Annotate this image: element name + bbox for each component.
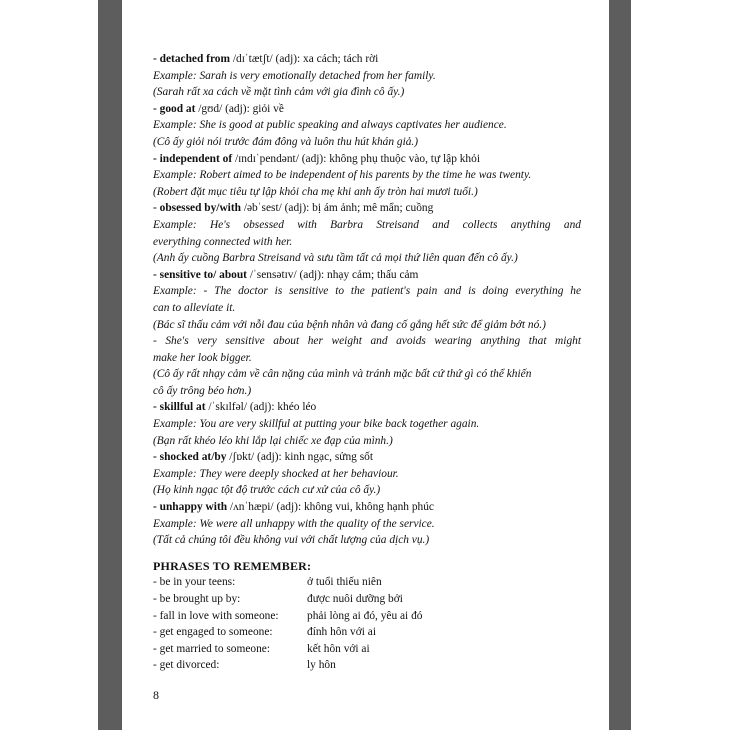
phrase-row (153, 624, 581, 641)
phrase-english: - be brought up by: (153, 593, 241, 605)
phrase-vietnamese: ở tuổi thiếu niên (307, 576, 382, 589)
entry-example: Example: They were deeply shocked at her behaviour. (153, 467, 399, 480)
entry-translation: (Tất cả chúng tôi đều không vui với chất lượng của dịch vụ.) (153, 534, 430, 547)
entry-example: Example: Sarah is very emotionally detached from her family. (153, 69, 436, 82)
phrase-row (153, 641, 581, 658)
phrase-row (153, 657, 581, 674)
entry-headword: - skillful at /ˈskɪlfəl/ (adj): khéo léo (153, 401, 317, 414)
entry-headword: - independent of /ɪndɪˈpendənt/ (adj): không phụ thuộc vào, tự lập khỏi (153, 152, 480, 165)
entry-headword: - unhappy with /ʌnˈhæpi/ (adj): không vui, không hạnh phúc (153, 501, 434, 514)
entry-translation: (Bác sĩ thấu cảm với nỗi đau của bệnh nhân và đang cố gắng hết sức để giảm bớt nó.) (153, 318, 546, 331)
entry-example-continued: can to alleviate it. (153, 301, 236, 314)
entry-headword: - sensitive to/ about /ˈsensətɪv/ (adj): nhạy cảm; thấu cảm (153, 268, 419, 281)
phrase-english: - fall in love with someone: (153, 609, 279, 622)
entry-headword: - shocked at/by /ʃɒkt/ (adj): kinh ngạc, sửng sốt (153, 451, 374, 464)
entry-example: Example: Robert aimed to be independent of his parents by the time he was twenty. (153, 169, 532, 182)
entry-translation: (Anh ấy cuồng Barbra Streisand và sưu tầm tất cả mọi thứ liên quan đến cô ấy.) (153, 252, 518, 265)
entry-example-second: - She's very sensitive about her weight and avoids wearing anything that might (153, 335, 581, 348)
phrase-english: - get married to someone: (153, 642, 271, 655)
entry-headword: - detached from /dɪˈtætʃt/ (adj): xa cách; tách rời (153, 53, 379, 65)
entry-translation: (Họ kinh ngạc tột độ trước cách cư xử của cô ấy.) (153, 484, 381, 497)
entry-example: Example: - The doctor is sensitive to the patient's pain and is doing everything he (153, 285, 581, 298)
phrase-row (153, 608, 581, 625)
entry-example: Example: She is good at public speaking and always captivates her audience. (153, 119, 507, 132)
entry-translation: (Sarah rất xa cách về mặt tình cảm với gia đình cô ấy.) (153, 86, 405, 99)
entry-example: Example: We were all unhappy with the quality of the service. (153, 517, 435, 530)
page-number: 8 (153, 688, 159, 702)
document-page (122, 0, 609, 730)
entry-translation-second-continued: cô ấy trông béo hơn.) (153, 384, 252, 397)
phrase-vietnamese: ly hôn (307, 659, 336, 672)
phrase-vietnamese: kết hôn với ai (307, 642, 370, 655)
entry-headword: - good at /gʊd/ (adj): giỏi về (153, 102, 284, 115)
entry-translation: (Robert đặt mục tiêu tự lập khỏi cha mẹ khi anh ấy tròn hai mươi tuổi.) (153, 185, 478, 198)
entry-example-continued: everything connected with her. (153, 235, 293, 248)
phrase-english: - get engaged to someone: (153, 626, 273, 639)
left-margin-bar (98, 0, 122, 730)
phrase-vietnamese: đính hôn với ai (307, 626, 376, 639)
entry-headword: - obsessed by/with /əbˈsest/ (adj): bị ám ảnh; mê mẩn; cuồng (153, 202, 434, 215)
entry-translation-second: (Cô ấy rất nhạy cảm về cân nặng của mình và tránh mặc bất cứ thứ gì có thể khiến (153, 368, 532, 381)
phrase-vietnamese: phải lòng ai đó, yêu ai đó (307, 609, 423, 622)
phrases-list (153, 574, 581, 674)
phrase-english: - be in your teens: (153, 576, 236, 589)
phrase-row (153, 591, 581, 608)
entry-translation: (Cô ấy giỏi nói trước đám đông và luôn thu hút khán giả.) (153, 135, 419, 148)
entry-example: Example: He's obsessed with Barbra Streisand and collects anything and (153, 218, 581, 231)
entry-example-second-continued: make her look bigger. (153, 351, 252, 364)
phrases-heading: PHRASES TO REMEMBER: (153, 558, 312, 573)
entry-example: Example: You are very skillful at putting your bike back together again. (153, 418, 480, 431)
phrase-vietnamese: được nuôi dưỡng bởi (307, 593, 403, 605)
phrase-english: - get divorced: (153, 659, 220, 672)
right-margin-bar (609, 0, 631, 730)
phrase-row (153, 574, 581, 591)
page-content (153, 51, 581, 674)
entry-translation: (Bạn rất khéo léo khi lắp lại chiếc xe đạp của mình.) (153, 434, 393, 447)
